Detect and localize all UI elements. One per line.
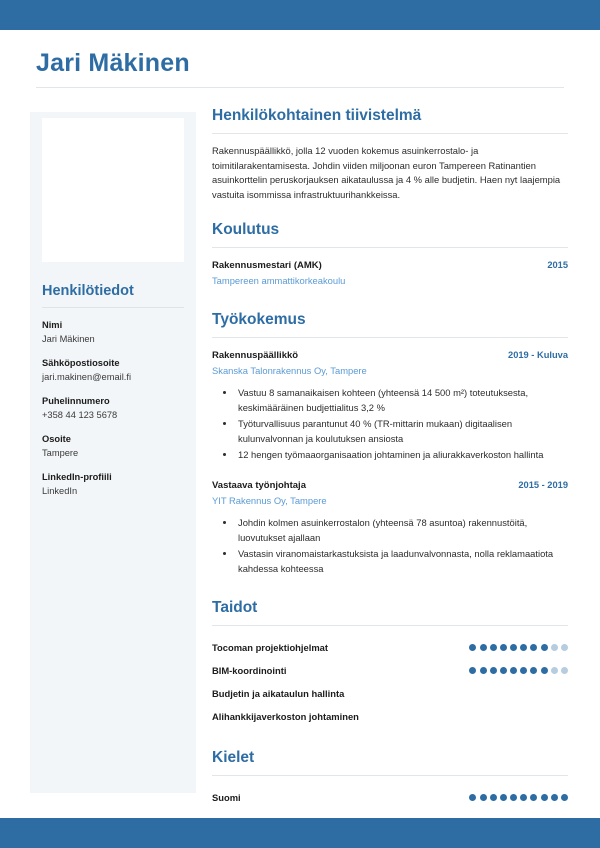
experience-bullet-list: [212, 516, 568, 576]
spacer: [212, 728, 568, 748]
skill-row: [212, 705, 568, 728]
section-divider: [212, 625, 568, 626]
section-heading-education: Koulutus: [212, 221, 280, 239]
sidebar-heading-personal-details: Henkilötiedot: [42, 283, 134, 299]
dot-filled: [541, 667, 548, 674]
experience-bullet: • 12 hengen työmaaorganisaation johtaminen ja aliurakkaverkoston hallinta: [236, 448, 568, 462]
dot-filled: [480, 644, 487, 651]
contact-field-value: jari.makinen@email.fi: [42, 372, 132, 382]
skill-row: [212, 682, 568, 705]
experience-entry-header: [212, 478, 568, 493]
experience-date: 2019 - Kuluva: [508, 350, 568, 361]
skill-name: Tocoman projektiohjelmat: [212, 641, 328, 653]
experience-entry: [212, 348, 568, 462]
contact-field-label: Puhelinnumero: [42, 396, 110, 406]
section-heading-experience: Työkokemus: [212, 311, 306, 329]
dot-empty: [551, 667, 558, 674]
photo-placeholder: [42, 118, 184, 262]
spacer: [212, 464, 568, 478]
experience-bullet-list: [212, 386, 568, 462]
contact-field-nimi: [42, 319, 184, 346]
section-divider: [212, 247, 568, 248]
sidebar: [30, 112, 196, 793]
dot-empty: [551, 644, 558, 651]
contact-field-label: Nimi: [42, 320, 63, 330]
section-divider: [212, 337, 568, 338]
section-education: [212, 220, 568, 288]
dot-filled: [500, 667, 507, 674]
dot-filled: [520, 794, 527, 801]
experience-job-title: Rakennuspäällikkö: [212, 350, 299, 362]
contact-field-value: Tampere: [42, 448, 79, 458]
spacer: [212, 578, 568, 598]
section-heading-summary: Henkilökohtainen tiivistelmä: [212, 107, 422, 124]
dot-filled: [510, 644, 517, 651]
header: [36, 48, 564, 88]
dot-filled: [490, 644, 497, 651]
skill-row: [212, 636, 568, 659]
section-divider: [212, 775, 568, 776]
spacer: [212, 290, 568, 310]
language-level-dots: [469, 794, 568, 801]
skill-level-dots: [469, 667, 568, 674]
skill-name: Alihankkijaverkoston johtaminen: [212, 710, 359, 722]
dot-empty: [561, 644, 568, 651]
dot-filled: [561, 794, 568, 801]
contact-field-value: Jari Mäkinen: [42, 334, 95, 344]
education-entry-header: [212, 258, 568, 273]
experience-bullet: • Vastuu 8 samanaikaisen kohteen (yhteensä 14 500 m²) toteutuksesta, keskimääräinen budjettialitus 3,2 %: [236, 386, 568, 415]
summary-text: Rakennuspäällikkö, jolla 12 vuoden kokemus asuinkerrostalo- ja toimitilarakentamisesta. Johdin viiden miljoonan euron Tampereen Ratinantien asuinkorttelin peruskorjauksen aikataulussa ja 4 % alle budjetin. Haen nyt laajempia vastuita isommissa infrastruktuurihankkeissa.: [212, 145, 561, 200]
dot-filled: [541, 794, 548, 801]
dot-filled: [469, 644, 476, 651]
dot-filled: [490, 667, 497, 674]
header-divider: [36, 87, 564, 88]
top-accent-bar: [0, 0, 600, 30]
experience-entry: [212, 478, 568, 576]
dot-filled: [480, 794, 487, 801]
skill-row: [212, 659, 568, 682]
dot-filled: [510, 667, 517, 674]
language-name: Suomi: [212, 791, 241, 803]
dot-filled: [490, 794, 497, 801]
skill-name: BIM-koordinointi: [212, 664, 287, 676]
contact-field-linkedin: [42, 471, 184, 498]
education-degree: Rakennusmestari (AMK): [212, 260, 322, 272]
sidebar-heading-divider: [42, 307, 184, 308]
dot-filled: [530, 644, 537, 651]
contact-field-value: +358 44 123 5678: [42, 410, 118, 420]
section-skills: [212, 598, 568, 728]
education-institution: Tampereen ammattikorkeakoulu: [212, 275, 346, 287]
contact-field-label: LinkedIn-profiili: [42, 472, 112, 482]
skill-list: [212, 636, 568, 728]
section-summary: [212, 106, 568, 202]
experience-employer: YIT Rakennus Oy, Tampere: [212, 495, 327, 507]
contact-field-phone: [42, 395, 184, 422]
experience-bullet: • Vastasin viranomaistarkastuksista ja laadunvalvonnasta, nolla reklamaatiota kahdessa kohteessa: [236, 547, 568, 576]
experience-employer: Skanska Talonrakennus Oy, Tampere: [212, 365, 367, 377]
page-title: Jari Mäkinen: [36, 49, 190, 77]
experience-date: 2015 - 2019: [518, 480, 568, 491]
language-list: [212, 786, 568, 809]
skill-name: Budjetin ja aikataulun hallinta: [212, 687, 345, 699]
experience-entry-header: [212, 348, 568, 363]
main-content: [212, 106, 568, 809]
contact-field-address: [42, 433, 184, 460]
bottom-accent-bar: [0, 818, 600, 848]
section-experience: [212, 310, 568, 576]
skill-level-dots: [469, 644, 568, 651]
dot-filled: [510, 794, 517, 801]
dot-filled: [480, 667, 487, 674]
contact-field-list: [42, 319, 184, 498]
education-entry: [212, 258, 568, 288]
contact-field-label: Osoite: [42, 434, 71, 444]
contact-field-label: Sähköpostiosoite: [42, 358, 120, 368]
dot-empty: [561, 667, 568, 674]
education-date: 2015: [547, 260, 568, 271]
dot-filled: [530, 667, 537, 674]
dot-filled: [500, 644, 507, 651]
experience-bullet: • Johdin kolmen asuinkerrostalon (yhteensä 78 asuntoa) rakennustöitä, luovutukset ajallaan: [236, 516, 568, 545]
dot-filled: [500, 794, 507, 801]
section-languages: [212, 748, 568, 809]
section-heading-skills: Taidot: [212, 599, 258, 617]
dot-filled: [520, 667, 527, 674]
dot-filled: [541, 644, 548, 651]
experience-job-title: Vastaava työnjohtaja: [212, 480, 306, 492]
dot-filled: [469, 667, 476, 674]
dot-filled: [551, 794, 558, 801]
contact-field-value: LinkedIn: [42, 486, 78, 496]
language-row: [212, 786, 568, 809]
section-divider: [212, 133, 568, 134]
dot-filled: [469, 794, 476, 801]
dot-filled: [530, 794, 537, 801]
section-heading-languages: Kielet: [212, 749, 255, 767]
dot-filled: [520, 644, 527, 651]
contact-field-email: [42, 357, 184, 384]
experience-bullet: • Työturvallisuus parantunut 40 % (TR-mittarin mukaan) digitaalisen kulunvalvonnan ja koulutuksen ansiosta: [236, 417, 568, 446]
spacer: [212, 202, 568, 220]
